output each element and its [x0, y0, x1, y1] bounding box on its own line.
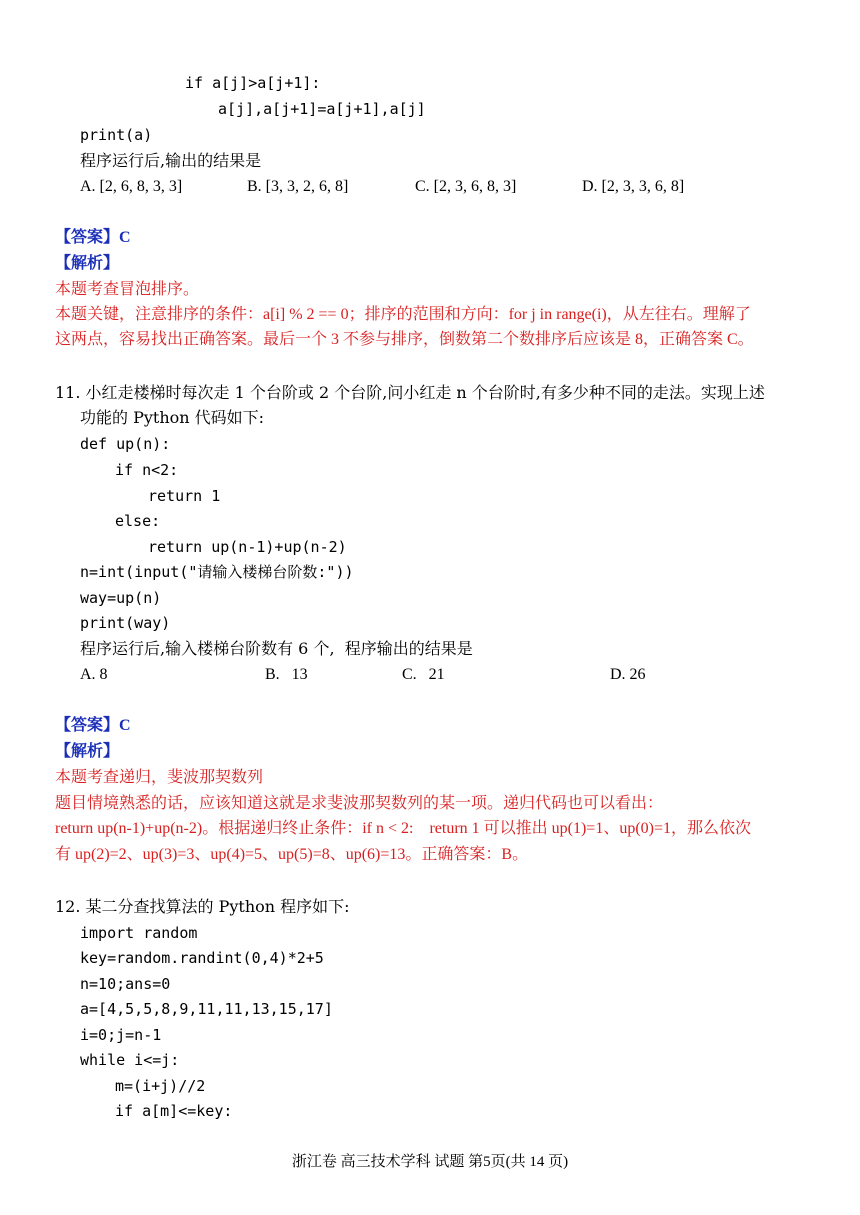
answer-label: 【答案】	[55, 229, 120, 246]
analysis-line: return up(n-1)+up(n-2)。根据递归终止条件：if n < 2: return 1 可以推出 up(1)=1、up(0)=1，那么依次	[55, 820, 752, 837]
option-c: C. 21	[402, 666, 445, 683]
code-line: return up(n-1)+up(n-2)	[148, 538, 347, 556]
option-d: D. [2, 3, 3, 6, 8]	[582, 178, 685, 195]
code-line: else:	[115, 512, 161, 530]
analysis-label: 【解析】	[55, 743, 120, 760]
answer-value: C	[119, 717, 131, 734]
code-line: a=[4,5,5,8,9,11,11,13,15,17]	[80, 1000, 333, 1018]
analysis-label: 【解析】	[55, 255, 120, 272]
analysis-line: 这两点，容易找出正确答案。最后一个 3 不参与排序，倒数第二个数排序后应该是 8，正确答案 C。	[55, 331, 754, 348]
code-line: key=random.randint(0,4)*2+5	[80, 949, 324, 967]
code-line: if a[m]<=key:	[115, 1102, 233, 1120]
code-line: return 1	[148, 487, 221, 505]
option-b: B. [3, 3, 2, 6, 8]	[247, 178, 349, 195]
code-line: if a[j]>a[j+1]:	[185, 74, 321, 92]
answer-value: C	[119, 229, 131, 246]
analysis-line: 本题考查递归，斐波那契数列	[55, 769, 264, 786]
code-line: way=up(n)	[80, 589, 162, 607]
code-line: import random	[80, 924, 198, 942]
code-line: def up(n):	[80, 435, 171, 453]
code-line: print(a)	[80, 126, 153, 144]
code-line: m=(i+j)//2	[115, 1077, 206, 1095]
code-line: if n<2:	[115, 461, 179, 479]
analysis-line: 本题关键，注意排序的条件：a[i] % 2 == 0；排序的范围和方向：for j in range(i)，从左往右。理解了	[55, 306, 751, 323]
question-stem: 11. 小红走楼梯时每次走 1 个台阶或 2 个台阶,问小红走 n 个台阶时,有多少种不同的走法。实现上述	[55, 383, 765, 402]
code-line: print(way)	[80, 614, 171, 632]
question-prompt: 程序运行后,输出的结果是	[80, 151, 262, 170]
question-stem: 12. 某二分查找算法的 Python 程序如下:	[55, 897, 350, 916]
code-line: while i<=j:	[80, 1051, 180, 1069]
analysis-line: 本题考查冒泡排序。	[55, 281, 200, 298]
question-stem: 功能的 Python 代码如下:	[80, 408, 265, 427]
question-prompt: 程序运行后,输入楼梯台阶数有 6 个, 程序输出的结果是	[80, 639, 473, 658]
answer-label: 【答案】	[55, 717, 120, 734]
code-line: n=10;ans=0	[80, 975, 171, 993]
answer-line	[55, 716, 131, 736]
analysis-line: 有 up(2)=2、up(3)=3、up(4)=5、up(5)=8、up(6)=13。正确答案：B。	[55, 846, 529, 863]
code-line: a[j],a[j+1]=a[j+1],a[j]	[218, 100, 426, 118]
page-footer: 浙江卷 高三技术学科 试题 第5页(共 14 页)	[291, 1154, 569, 1170]
option-c: C. [2, 3, 6, 8, 3]	[415, 178, 517, 195]
option-a: A. 8	[80, 666, 108, 683]
answer-line	[55, 228, 131, 248]
option-b: B. 13	[265, 666, 308, 683]
option-d: D. 26	[610, 666, 646, 683]
code-line: i=0;j=n-1	[80, 1026, 162, 1044]
option-a: A. [2, 6, 8, 3, 3]	[80, 178, 183, 195]
code-line: n=int(input("请输入楼梯台阶数:"))	[80, 563, 354, 581]
analysis-line: 题目情境熟悉的话，应该知道这就是求斐波那契数列的某一项。递归代码也可以看出：	[55, 795, 664, 812]
